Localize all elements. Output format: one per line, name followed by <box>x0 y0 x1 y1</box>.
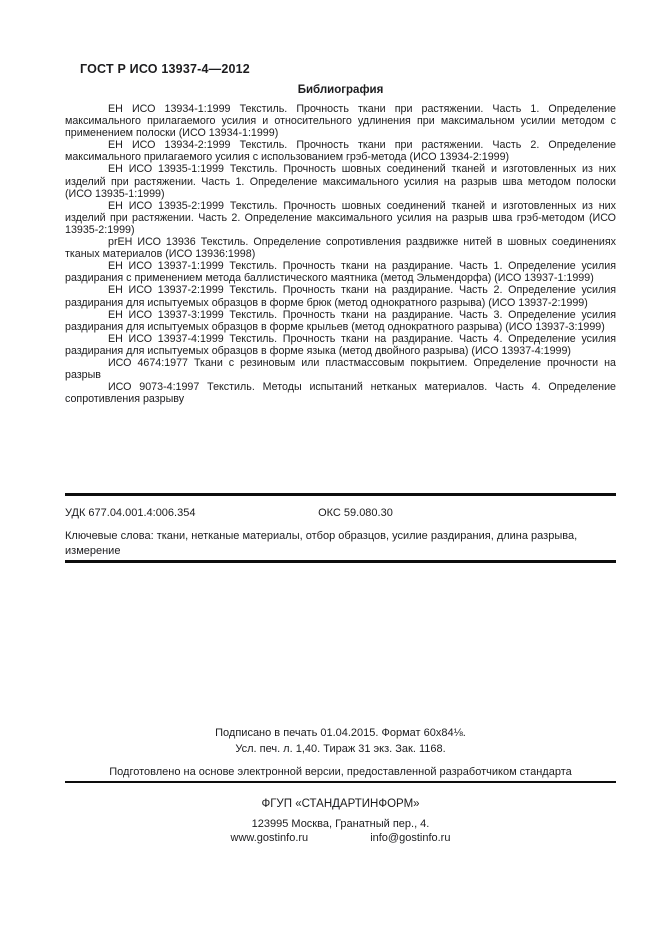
bibliography-entry: ИСО 9073-4:1997 Текстиль. Методы испытаний нетканых материалов. Часть 4. Определение сопротивления разрыву <box>65 381 616 406</box>
bibliography-entry: ЕН ИСО 13937-4:1999 Текстиль. Прочность ткани на раздирание. Часть 4. Определение усилия раздирания для испытуемых образцов в форме языка (метод двойного разрыва) (ИСО 13937-4:1999) <box>65 332 616 357</box>
bibliography-entry: prЕН ИСО 13936 Текстиль. Определение сопротивления раздвижке нитей в шовных соединениях тканых материалов (ИСО 13936:1998) <box>65 236 616 261</box>
bibliography-entry: ЕН ИСО 13937-3:1999 Текстиль. Прочность ткани на раздирание. Часть 3. Определение усилия раздирания для испытуемых образцов в форме крыльев (метод однократного разрыва) (ИСО 13937-3:1999) <box>65 308 616 333</box>
imprint-edition-line: Усл. печ. л. 1,40. Тираж 31 экз. Зак. 1168. <box>235 742 446 755</box>
horizontal-rule-bottom <box>65 781 616 783</box>
bibliography-entry: ЕН ИСО 13934-1:1999 Текстиль. Прочность ткани при растяжении. Часть 1. Определение максимального прилагаемого усилия и относительного удлинения при максимальном усилии методом с применением полоски (ИСО 13934-1:1999) <box>65 103 616 140</box>
horizontal-rule-middle <box>65 560 616 563</box>
imprint-block <box>65 726 616 757</box>
oks-code: ОКС 59.080.30 <box>318 507 393 519</box>
publisher-email: info@gostinfo.ru <box>370 832 451 844</box>
keywords-line: Ключевые слова: ткани, нетканые материалы, отбор образцов, усилие раздирания, длина разрыва, измерение <box>65 530 578 557</box>
udk-code: УДК 677.04.001.4:006.354 <box>65 507 196 519</box>
bibliography-list <box>65 103 616 405</box>
horizontal-rule-top <box>65 493 616 496</box>
bibliography-entry: ИСО 4674:1977 Ткани с резиновым или пластмассовым покрытием. Определение прочности на разрыв <box>65 356 616 382</box>
publisher-contacts <box>65 832 616 844</box>
doc-number-header: ГОСТ Р ИСО 13937-4—2012 <box>80 62 250 76</box>
bibliography-entry: ЕН ИСО 13937-2:1999 Текстиль. Прочность ткани на раздирание. Часть 2. Определение усилия раздирания для испытуемых образцов в форме брюк (метод однократного разрыва) (ИСО 13937-2:1999) <box>65 284 616 309</box>
bibliography-entry: ЕН ИСО 13935-1:1999 Текстиль. Прочность шовных соединений тканей и изготовленных из них изделий при растяжении. Часть 1. Определение максимального усилия на разрыв шва методом полоски (ИСО 13935-1:1999) <box>65 163 616 200</box>
publisher-address: 123995 Москва, Гранатный пер., 4. <box>251 818 430 830</box>
bibliography-entry: ЕН ИСО 13937-1:1999 Текстиль. Прочность ткани на раздирание. Часть 1. Определение усилия раздирания с применением метода баллистического маятника (метод Эльмендорфа) (ИСО 13937-1:1999) <box>65 260 616 285</box>
imprint-signed-line: Подписано в печать 01.04.2015. Формат 60х84⅛. <box>215 727 466 739</box>
bibliography-entry: ЕН ИСО 13935-2:1999 Текстиль. Прочность шовных соединений тканей и изготовленных из них изделий при растяжении. Часть 2. Определение максимального усилия на разрыв шва грэб-методом (ИСО 13935-2:1999) <box>65 199 616 236</box>
publisher-website: www.gostinfo.ru <box>230 832 309 844</box>
imprint-prepared-line: Подготовлено на основе электронной версии, предоставленной разработчиком стандарта <box>109 766 572 778</box>
publisher-name: ФГУП «СТАНДАРТИНФОРМ» <box>261 798 420 810</box>
page-title: Библиография <box>297 84 384 96</box>
bibliography-entry: ЕН ИСО 13934-2:1999 Текстиль. Прочность ткани при растяжении. Часть 2. Определение максимального прилагаемого усилия с использованием грэб-метода (ИСО 13934-2:1999) <box>65 139 616 164</box>
classification-row <box>65 507 616 519</box>
